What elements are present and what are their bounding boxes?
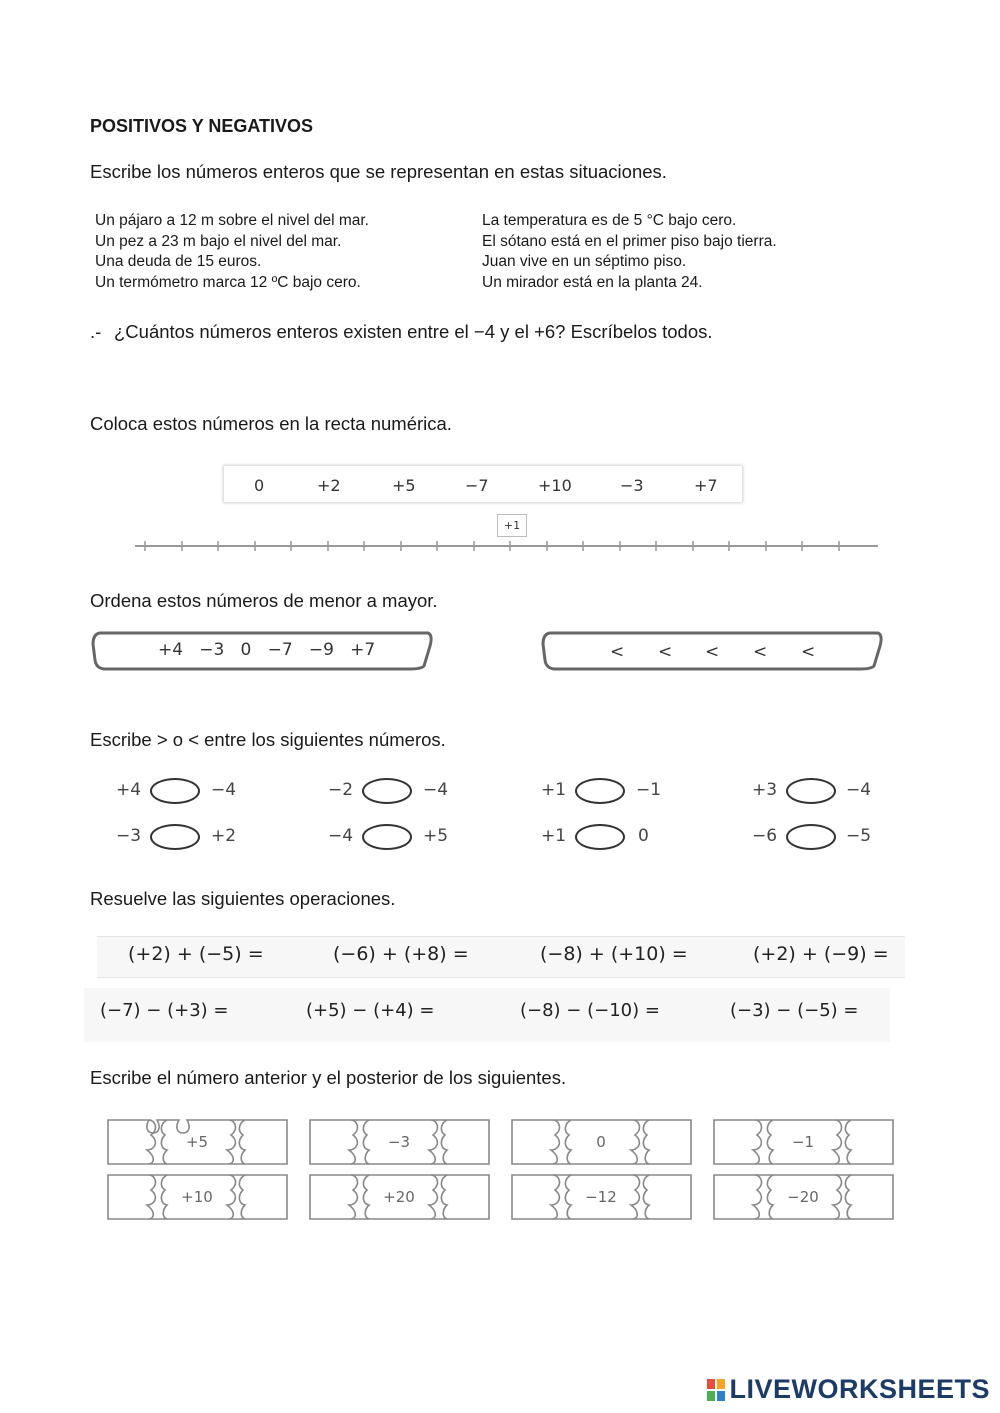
puzzle-set [107,1119,289,1170]
compare-answer-oval[interactable] [786,778,836,804]
puzzle-center-number: −3 [387,1133,411,1151]
situation-item: Un pez a 23 m bajo el nivel del mar. [95,232,342,250]
number-chip[interactable]: 0 [254,476,265,495]
number-chip[interactable]: +7 [694,476,718,495]
number-chip[interactable]: −7 [465,476,489,495]
puzzle-center-number: −20 [787,1188,819,1206]
operation-expression: (−3) − (−5) = [730,1000,859,1021]
instruction-before-after: Escribe el número anterior y el posterior de los siguientes. [90,1067,567,1088]
operation-expression: (+5) − (+4) = [306,1000,435,1021]
number-line[interactable] [130,535,882,557]
question-prefix: .- [90,321,102,342]
question-integers-between: ¿Cuántos números enteros existen entre el −4 y el +6? Escríbelos todos. [114,321,713,342]
instruction-compare: Escribe > o < entre los siguientes números. [90,729,446,750]
compare-answer-oval[interactable] [575,778,625,804]
puzzle-set [107,1174,289,1225]
puzzle-center-number: +5 [185,1133,209,1151]
situations-right-list [482,211,777,293]
puzzle-center-number: −12 [585,1188,617,1206]
puzzle-center-number: 0 [596,1133,606,1151]
number-chip[interactable]: +2 [317,476,341,495]
situations-left-list [95,211,369,293]
situation-item: Un pájaro a 12 m sobre el nivel del mar. [95,212,369,229]
puzzle-center-number: +10 [181,1188,213,1206]
compare-right-number: +2 [211,826,237,846]
instruction-situations: Escribe los números enteros que se representan en estas situaciones. [90,161,667,182]
number-chip[interactable]: −3 [620,476,644,495]
number-chip[interactable]: +10 [538,476,572,495]
number-chip[interactable]: +5 [392,476,416,495]
puzzle-set [309,1174,491,1225]
situation-item: Una deuda de 15 euros. [95,253,262,270]
compare-right-number: −5 [846,826,872,846]
compare-answer-oval[interactable] [786,824,836,850]
compare-left-number: +3 [752,780,778,800]
logo-text: LIVEWORKSHEETS [729,1374,990,1404]
numbers-to-order: +4 −3 0 −7 −9 +7 [158,640,376,660]
compare-answer-oval[interactable] [150,778,200,804]
compare-answer-oval[interactable] [362,824,412,850]
compare-left-number: +4 [116,780,142,800]
instruction-number-line: Coloca estos números en la recta numérica. [90,413,452,434]
compare-answer-oval[interactable] [575,824,625,850]
compare-left-number: +1 [541,780,567,800]
compare-answer-oval[interactable] [150,824,200,850]
compare-left-number: −6 [752,826,778,846]
compare-left-number: −2 [328,780,354,800]
puzzle-set [713,1174,895,1225]
puzzle-set [511,1119,693,1170]
compare-right-number: −4 [211,780,237,800]
situation-item: Juan vive en un séptimo piso. [482,253,687,270]
compare-right-number: 0 [638,826,649,846]
puzzle-set [713,1119,895,1170]
compare-right-number: −1 [636,780,662,800]
situation-item: Un mirador está en la planta 24. [482,273,703,291]
operation-expression: (−8) − (−10) = [520,1000,660,1021]
compare-answer-oval[interactable] [362,778,412,804]
compare-right-number: −4 [423,780,449,800]
page-title: POSITIVOS Y NEGATIVOS [90,116,314,136]
instruction-order-numbers: Ordena estos números de menor a mayor. [90,590,438,611]
puzzle-set [511,1174,693,1225]
less-than-sign: < [658,642,673,662]
operation-expression: (+2) + (−5) = [128,943,264,965]
numbers-to-place-box [224,466,742,502]
compare-right-number: −4 [846,780,872,800]
operation-expression: (−8) + (+10) = [540,943,688,965]
situation-item: La temperatura es de 5 °C bajo cero. [482,212,737,229]
scale-unit-label: +1 [497,514,527,537]
puzzle-center-number: +20 [383,1188,415,1206]
situation-item: El sótano está en el primer piso bajo tierra. [482,232,777,250]
logo-mark-icon [707,1379,725,1401]
operation-expression: (−7) − (+3) = [100,1000,229,1021]
less-than-sign: < [801,642,816,662]
puzzle-set [309,1119,491,1170]
instruction-operations: Resuelve las siguientes operaciones. [90,888,396,909]
operation-expression: (−6) + (+8) = [333,943,469,965]
less-than-sign: < [610,642,625,662]
puzzle-center-number: −1 [791,1133,815,1151]
compare-left-number: −3 [116,826,142,846]
operation-expression: (+2) + (−9) = [753,943,889,965]
less-than-sign: < [753,642,768,662]
compare-right-number: +5 [423,826,449,846]
compare-left-number: +1 [541,826,567,846]
compare-left-number: −4 [328,826,354,846]
less-than-sign: < [705,642,720,662]
situation-item: Un termómetro marca 12 ºC bajo cero. [95,273,361,291]
liveworksheets-logo[interactable] [707,1374,990,1405]
